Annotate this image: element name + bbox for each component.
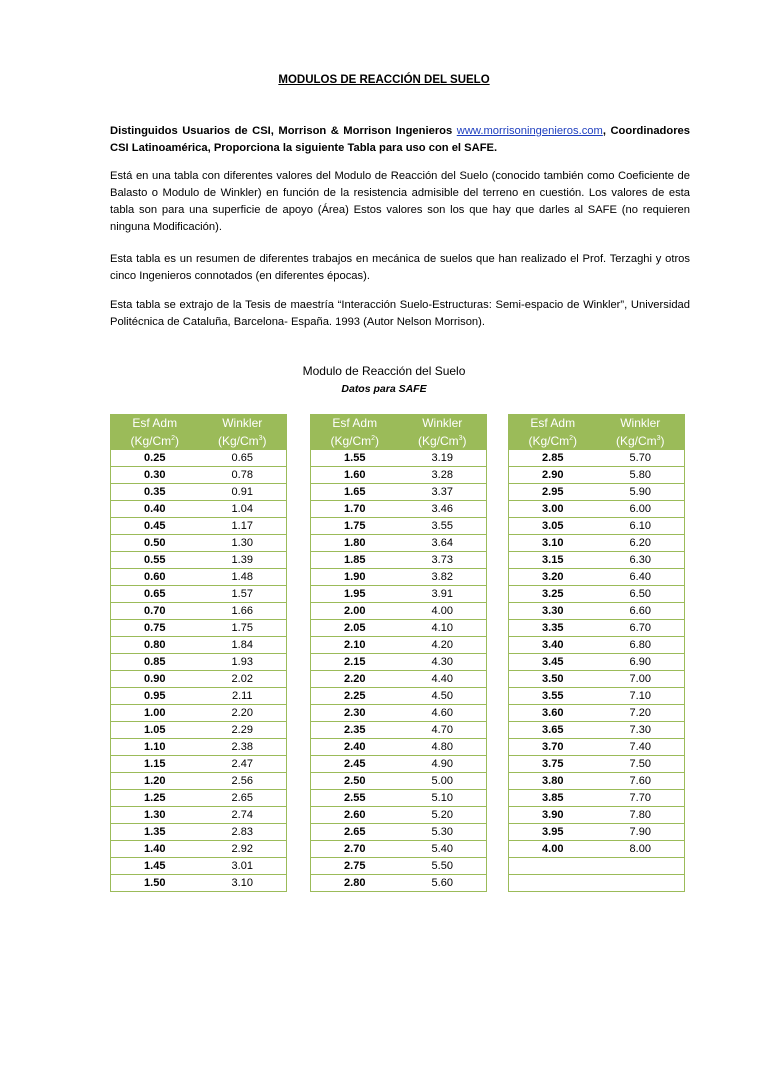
winkler-cell: 1.04 bbox=[199, 501, 287, 518]
header-winkler-unit: (Kg/Cm bbox=[615, 434, 657, 448]
winkler-cell: 5.30 bbox=[399, 824, 487, 841]
winkler-cell: 3.82 bbox=[399, 569, 487, 586]
esf-adm-cell: 1.30 bbox=[111, 807, 199, 824]
esf-adm-cell: 0.75 bbox=[111, 620, 199, 637]
table-row bbox=[311, 637, 487, 654]
header-esf-adm bbox=[111, 414, 199, 450]
winkler-cell: 3.37 bbox=[399, 484, 487, 501]
header-winkler-line1: Winkler bbox=[222, 416, 263, 430]
header-esf-sup: 2 bbox=[171, 435, 176, 442]
header-esf-line1: Esf Adm bbox=[530, 416, 576, 430]
table-row bbox=[509, 552, 685, 569]
winkler-cell: 7.20 bbox=[597, 705, 685, 722]
winkler-cell: 7.10 bbox=[597, 688, 685, 705]
header-esf-sup: 2 bbox=[371, 435, 376, 442]
esf-adm-cell: 3.30 bbox=[509, 603, 597, 620]
winkler-cell: 5.80 bbox=[597, 467, 685, 484]
table-row bbox=[111, 756, 287, 773]
table-row bbox=[311, 586, 487, 603]
header-winkler bbox=[597, 414, 685, 450]
table-row bbox=[509, 620, 685, 637]
table-row bbox=[111, 841, 287, 858]
winkler-cell: 7.70 bbox=[597, 790, 685, 807]
winkler-cell: 4.80 bbox=[399, 739, 487, 756]
winkler-cell: 1.39 bbox=[199, 552, 287, 569]
esf-adm-cell: 4.00 bbox=[509, 841, 597, 858]
esf-adm-cell: 1.75 bbox=[311, 518, 399, 535]
esf-adm-cell: 2.30 bbox=[311, 705, 399, 722]
winkler-cell: 6.80 bbox=[597, 637, 685, 654]
table-row bbox=[509, 586, 685, 603]
header-winkler-sup: 3 bbox=[258, 435, 263, 442]
table-row bbox=[311, 739, 487, 756]
esf-adm-cell: 1.65 bbox=[311, 484, 399, 501]
table-row bbox=[111, 637, 287, 654]
esf-adm-cell: 2.20 bbox=[311, 671, 399, 688]
esf-adm-cell: 1.45 bbox=[111, 858, 199, 875]
esf-adm-cell: 0.80 bbox=[111, 637, 199, 654]
table-row bbox=[311, 569, 487, 586]
esf-adm-cell: 3.50 bbox=[509, 671, 597, 688]
header-esf-close: ) bbox=[175, 434, 180, 448]
esf-adm-cell: 2.25 bbox=[311, 688, 399, 705]
table-row bbox=[509, 824, 685, 841]
website-link[interactable]: www.morrisoningenieros.com bbox=[456, 125, 603, 137]
winkler-cell: 6.70 bbox=[597, 620, 685, 637]
esf-adm-cell: 3.85 bbox=[509, 790, 597, 807]
winkler-cell: 5.90 bbox=[597, 484, 685, 501]
esf-adm-cell: 0.30 bbox=[111, 467, 199, 484]
winkler-cell bbox=[597, 875, 685, 892]
table-row bbox=[509, 603, 685, 620]
table-row bbox=[111, 501, 287, 518]
esf-adm-cell: 2.55 bbox=[311, 790, 399, 807]
esf-adm-cell: 2.15 bbox=[311, 654, 399, 671]
header-esf-unit: (Kg/Cm bbox=[330, 434, 372, 448]
esf-adm-cell: 1.25 bbox=[111, 790, 199, 807]
winkler-cell: 5.10 bbox=[399, 790, 487, 807]
header-esf-line1: Esf Adm bbox=[332, 416, 378, 430]
esf-adm-cell: 2.70 bbox=[311, 841, 399, 858]
header-winkler-unit: (Kg/Cm bbox=[217, 434, 259, 448]
esf-adm-cell: 3.90 bbox=[509, 807, 597, 824]
esf-adm-cell: 3.80 bbox=[509, 773, 597, 790]
table-row bbox=[311, 671, 487, 688]
header-esf-line1: Esf Adm bbox=[132, 416, 178, 430]
table-row bbox=[111, 671, 287, 688]
winkler-cell: 1.84 bbox=[199, 637, 287, 654]
winkler-cell: 1.93 bbox=[199, 654, 287, 671]
table-row bbox=[311, 705, 487, 722]
header-winkler-close: ) bbox=[462, 434, 467, 448]
table-row bbox=[311, 654, 487, 671]
table-row bbox=[111, 858, 287, 875]
header-esf-unit: (Kg/Cm bbox=[528, 434, 570, 448]
esf-adm-cell: 0.65 bbox=[111, 586, 199, 603]
winkler-cell: 5.50 bbox=[399, 858, 487, 875]
table-title: Modulo de Reacción del Suelo bbox=[302, 364, 466, 378]
esf-adm-cell: 3.70 bbox=[509, 739, 597, 756]
winkler-cell: 5.00 bbox=[399, 773, 487, 790]
table-row bbox=[111, 467, 287, 484]
table-row bbox=[311, 790, 487, 807]
esf-adm-cell: 1.70 bbox=[311, 501, 399, 518]
table-header-row bbox=[111, 414, 287, 450]
winkler-cell: 2.38 bbox=[199, 739, 287, 756]
intro-paragraph bbox=[110, 123, 690, 157]
table-row bbox=[509, 722, 685, 739]
esf-adm-cell: 3.60 bbox=[509, 705, 597, 722]
table-row bbox=[111, 535, 287, 552]
table-row bbox=[509, 807, 685, 824]
esf-adm-cell: 0.45 bbox=[111, 518, 199, 535]
winkler-cell: 7.50 bbox=[597, 756, 685, 773]
table-row bbox=[111, 824, 287, 841]
esf-adm-cell: 2.10 bbox=[311, 637, 399, 654]
winkler-cell: 2.47 bbox=[199, 756, 287, 773]
table-row bbox=[311, 620, 487, 637]
data-table-3 bbox=[508, 414, 685, 892]
table-row bbox=[111, 790, 287, 807]
esf-adm-cell: 1.85 bbox=[311, 552, 399, 569]
esf-adm-cell: 3.20 bbox=[509, 569, 597, 586]
esf-adm-cell: 1.80 bbox=[311, 535, 399, 552]
esf-adm-cell: 0.50 bbox=[111, 535, 199, 552]
table-row bbox=[509, 569, 685, 586]
esf-adm-cell: 3.25 bbox=[509, 586, 597, 603]
winkler-cell: 6.10 bbox=[597, 518, 685, 535]
winkler-cell: 3.55 bbox=[399, 518, 487, 535]
header-esf-adm bbox=[311, 414, 399, 450]
page-title: MODULOS DE REACCIÓN DEL SUELO bbox=[278, 74, 490, 86]
esf-adm-cell: 2.50 bbox=[311, 773, 399, 790]
table-row bbox=[111, 450, 287, 467]
table-row bbox=[311, 501, 487, 518]
esf-adm-cell: 2.45 bbox=[311, 756, 399, 773]
table-row bbox=[111, 705, 287, 722]
esf-adm-cell: 1.40 bbox=[111, 841, 199, 858]
table-row bbox=[111, 688, 287, 705]
data-table-1 bbox=[110, 414, 287, 892]
header-winkler-line1: Winkler bbox=[620, 416, 661, 430]
winkler-cell: 3.28 bbox=[399, 467, 487, 484]
winkler-cell: 3.64 bbox=[399, 535, 487, 552]
winkler-cell: 1.30 bbox=[199, 535, 287, 552]
esf-adm-cell: 3.40 bbox=[509, 637, 597, 654]
esf-adm-cell: 1.05 bbox=[111, 722, 199, 739]
winkler-cell: 2.74 bbox=[199, 807, 287, 824]
intro-text-1: Distinguidos Usuarios de CSI, Morrison & Morrison Ingenieros bbox=[110, 125, 457, 137]
esf-adm-cell: 3.05 bbox=[509, 518, 597, 535]
esf-adm-cell: 2.80 bbox=[311, 875, 399, 892]
esf-adm-cell: 1.50 bbox=[111, 875, 199, 892]
winkler-cell: 3.01 bbox=[199, 858, 287, 875]
source-paragraph: Esta tabla se extrajo de la Tesis de maestría “Interacción Suelo-Estructuras: Semi-espacio de Winkler”, Universidad Politécnica de Cataluña, Barcelona- España. 1993 (Autor Nelson Morrison). bbox=[110, 299, 690, 328]
table-row bbox=[509, 790, 685, 807]
table-row bbox=[311, 756, 487, 773]
table-row bbox=[509, 756, 685, 773]
table-row bbox=[111, 654, 287, 671]
table-row bbox=[311, 858, 487, 875]
esf-adm-cell: 1.95 bbox=[311, 586, 399, 603]
esf-adm-cell: 1.55 bbox=[311, 450, 399, 467]
table-row bbox=[311, 807, 487, 824]
table-row bbox=[509, 501, 685, 518]
table-row bbox=[311, 484, 487, 501]
table-row bbox=[509, 518, 685, 535]
header-esf-sup: 2 bbox=[569, 435, 574, 442]
table-row bbox=[311, 552, 487, 569]
esf-adm-cell: 3.00 bbox=[509, 501, 597, 518]
table-row bbox=[509, 841, 685, 858]
winkler-cell: 6.90 bbox=[597, 654, 685, 671]
esf-adm-cell: 2.40 bbox=[311, 739, 399, 756]
winkler-cell: 2.29 bbox=[199, 722, 287, 739]
esf-adm-cell: 0.95 bbox=[111, 688, 199, 705]
header-esf-close: ) bbox=[573, 434, 578, 448]
winkler-cell: 2.11 bbox=[199, 688, 287, 705]
table-row bbox=[509, 688, 685, 705]
esf-adm-cell: 2.00 bbox=[311, 603, 399, 620]
table-row bbox=[509, 739, 685, 756]
winkler-cell: 7.00 bbox=[597, 671, 685, 688]
table-row bbox=[311, 722, 487, 739]
table-row bbox=[311, 450, 487, 467]
winkler-cell: 4.10 bbox=[399, 620, 487, 637]
esf-adm-cell: 3.75 bbox=[509, 756, 597, 773]
table-row bbox=[509, 773, 685, 790]
winkler-cell: 6.30 bbox=[597, 552, 685, 569]
winkler-cell: 2.20 bbox=[199, 705, 287, 722]
table-row bbox=[111, 586, 287, 603]
winkler-cell: 0.65 bbox=[199, 450, 287, 467]
table-row bbox=[111, 807, 287, 824]
esf-adm-cell: 3.65 bbox=[509, 722, 597, 739]
winkler-cell: 7.80 bbox=[597, 807, 685, 824]
esf-adm-cell: 3.55 bbox=[509, 688, 597, 705]
table-header-row bbox=[311, 414, 487, 450]
esf-adm-cell: 1.15 bbox=[111, 756, 199, 773]
esf-adm-cell: 0.55 bbox=[111, 552, 199, 569]
esf-adm-cell: 0.25 bbox=[111, 450, 199, 467]
winkler-cell: 8.00 bbox=[597, 841, 685, 858]
winkler-cell: 4.60 bbox=[399, 705, 487, 722]
winkler-cell: 5.70 bbox=[597, 450, 685, 467]
table-row bbox=[311, 824, 487, 841]
table-row bbox=[311, 467, 487, 484]
winkler-cell: 7.90 bbox=[597, 824, 685, 841]
header-winkler bbox=[199, 414, 287, 450]
esf-adm-cell: 1.35 bbox=[111, 824, 199, 841]
table-header-row bbox=[509, 414, 685, 450]
winkler-cell: 3.46 bbox=[399, 501, 487, 518]
esf-adm-cell: 2.60 bbox=[311, 807, 399, 824]
winkler-cell: 0.78 bbox=[199, 467, 287, 484]
winkler-cell: 1.66 bbox=[199, 603, 287, 620]
table-row bbox=[509, 858, 685, 875]
data-table-2 bbox=[310, 414, 487, 892]
winkler-cell: 6.20 bbox=[597, 535, 685, 552]
table-row bbox=[111, 552, 287, 569]
esf-adm-cell: 3.15 bbox=[509, 552, 597, 569]
table-row bbox=[509, 467, 685, 484]
winkler-cell: 5.40 bbox=[399, 841, 487, 858]
esf-adm-cell: 1.90 bbox=[311, 569, 399, 586]
header-winkler bbox=[399, 414, 487, 450]
esf-adm-cell: 1.00 bbox=[111, 705, 199, 722]
esf-adm-cell bbox=[509, 875, 597, 892]
winkler-cell: 1.48 bbox=[199, 569, 287, 586]
table-row bbox=[509, 671, 685, 688]
winkler-cell: 4.30 bbox=[399, 654, 487, 671]
table-row bbox=[311, 535, 487, 552]
winkler-cell: 4.90 bbox=[399, 756, 487, 773]
winkler-cell: 3.19 bbox=[399, 450, 487, 467]
winkler-cell: 3.10 bbox=[199, 875, 287, 892]
winkler-cell: 2.92 bbox=[199, 841, 287, 858]
table-subtitle: Datos para SAFE bbox=[341, 383, 427, 395]
esf-adm-cell: 2.90 bbox=[509, 467, 597, 484]
table-row bbox=[509, 654, 685, 671]
winkler-cell: 2.56 bbox=[199, 773, 287, 790]
winkler-cell: 7.60 bbox=[597, 773, 685, 790]
table-row bbox=[111, 484, 287, 501]
table-row bbox=[111, 773, 287, 790]
winkler-cell: 7.40 bbox=[597, 739, 685, 756]
winkler-cell: 3.73 bbox=[399, 552, 487, 569]
winkler-cell: 4.00 bbox=[399, 603, 487, 620]
table-row bbox=[111, 739, 287, 756]
header-esf-unit: (Kg/Cm bbox=[130, 434, 172, 448]
esf-adm-cell: 1.20 bbox=[111, 773, 199, 790]
winkler-cell: 7.30 bbox=[597, 722, 685, 739]
winkler-cell: 0.91 bbox=[199, 484, 287, 501]
table-row bbox=[509, 875, 685, 892]
winkler-cell: 2.02 bbox=[199, 671, 287, 688]
table-row bbox=[311, 773, 487, 790]
header-esf-close: ) bbox=[375, 434, 380, 448]
table-row bbox=[509, 637, 685, 654]
esf-adm-cell: 2.95 bbox=[509, 484, 597, 501]
header-winkler-sup: 3 bbox=[656, 435, 661, 442]
esf-adm-cell: 2.05 bbox=[311, 620, 399, 637]
esf-adm-cell: 3.10 bbox=[509, 535, 597, 552]
winkler-cell: 4.40 bbox=[399, 671, 487, 688]
esf-adm-cell: 1.60 bbox=[311, 467, 399, 484]
description-paragraph: Está en una tabla con diferentes valores del Modulo de Reacción del Suelo (conocido también como Coeficiente de Balasto o Modulo de Winkler) en función de la resistencia admisible del terreno en cuestión. Los valores de esta tabla son para una superficie de apoyo (Área) Estos valores son los que hay que darles al SAFE (no requieren ninguna Modificación). bbox=[110, 170, 690, 233]
table-row bbox=[111, 620, 287, 637]
winkler-cell: 2.83 bbox=[199, 824, 287, 841]
esf-adm-cell: 2.65 bbox=[311, 824, 399, 841]
table-row bbox=[111, 722, 287, 739]
winkler-cell: 1.17 bbox=[199, 518, 287, 535]
table-row bbox=[111, 518, 287, 535]
winkler-cell: 2.65 bbox=[199, 790, 287, 807]
esf-adm-cell: 0.40 bbox=[111, 501, 199, 518]
winkler-cell: 1.75 bbox=[199, 620, 287, 637]
table-row bbox=[111, 569, 287, 586]
winkler-cell: 6.40 bbox=[597, 569, 685, 586]
winkler-cell: 4.20 bbox=[399, 637, 487, 654]
header-esf-adm bbox=[509, 414, 597, 450]
table-row bbox=[311, 875, 487, 892]
table-row bbox=[509, 705, 685, 722]
winkler-cell: 6.60 bbox=[597, 603, 685, 620]
esf-adm-cell: 0.70 bbox=[111, 603, 199, 620]
table-row bbox=[311, 688, 487, 705]
esf-adm-cell: 2.75 bbox=[311, 858, 399, 875]
table-row bbox=[509, 450, 685, 467]
header-winkler-close: ) bbox=[262, 434, 267, 448]
winkler-cell: 4.50 bbox=[399, 688, 487, 705]
esf-adm-cell: 2.85 bbox=[509, 450, 597, 467]
winkler-cell: 3.91 bbox=[399, 586, 487, 603]
esf-adm-cell: 0.35 bbox=[111, 484, 199, 501]
esf-adm-cell: 2.35 bbox=[311, 722, 399, 739]
esf-adm-cell: 3.95 bbox=[509, 824, 597, 841]
header-winkler-unit: (Kg/Cm bbox=[417, 434, 459, 448]
intro-text-2: , Coordinadores CSI Latinoamérica, Proporciona la siguiente Tabla para uso con el SAFE. bbox=[110, 125, 691, 154]
table-row bbox=[311, 518, 487, 535]
table-row bbox=[509, 535, 685, 552]
header-winkler-line1: Winkler bbox=[422, 416, 463, 430]
esf-adm-cell: 0.90 bbox=[111, 671, 199, 688]
table-row bbox=[111, 603, 287, 620]
winkler-cell: 1.57 bbox=[199, 586, 287, 603]
header-winkler-close: ) bbox=[660, 434, 665, 448]
winkler-cell: 6.50 bbox=[597, 586, 685, 603]
esf-adm-cell: 3.45 bbox=[509, 654, 597, 671]
summary-paragraph: Esta tabla es un resumen de diferentes trabajos en mecánica de suelos que han realizado el Prof. Terzaghi y otros cinco Ingenieros connotados (en diferentes épocas). bbox=[110, 253, 690, 282]
table-row bbox=[311, 841, 487, 858]
esf-adm-cell: 0.60 bbox=[111, 569, 199, 586]
winkler-cell bbox=[597, 858, 685, 875]
table-row bbox=[509, 484, 685, 501]
winkler-cell: 5.60 bbox=[399, 875, 487, 892]
winkler-cell: 4.70 bbox=[399, 722, 487, 739]
esf-adm-cell: 1.10 bbox=[111, 739, 199, 756]
esf-adm-cell: 0.85 bbox=[111, 654, 199, 671]
winkler-cell: 5.20 bbox=[399, 807, 487, 824]
table-row bbox=[311, 603, 487, 620]
esf-adm-cell bbox=[509, 858, 597, 875]
winkler-cell: 6.00 bbox=[597, 501, 685, 518]
table-row bbox=[111, 875, 287, 892]
esf-adm-cell: 3.35 bbox=[509, 620, 597, 637]
header-winkler-sup: 3 bbox=[458, 435, 463, 442]
